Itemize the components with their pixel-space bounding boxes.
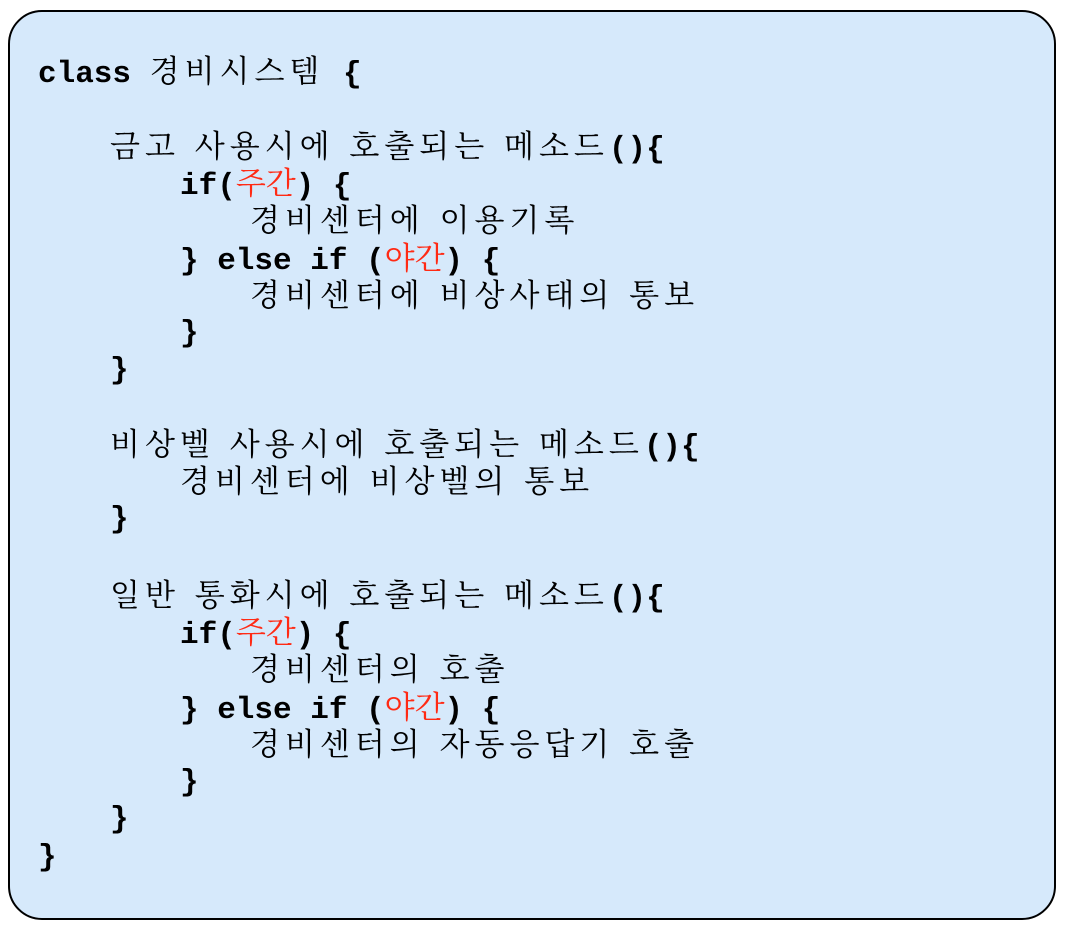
class-keyword: class xyxy=(38,57,132,92)
if-keyword: if( xyxy=(180,169,236,204)
if-keyword: if( xyxy=(180,618,236,653)
method3-if-line xyxy=(180,614,352,652)
class-declaration xyxy=(38,53,362,91)
elseif-close: ) { xyxy=(444,244,501,279)
method3-signature xyxy=(110,577,665,615)
if-close: ) { xyxy=(295,169,352,204)
elseif-keyword: } else if ( xyxy=(180,693,385,728)
condition-daytime: 주간 xyxy=(235,615,296,651)
method1-name: 금고 사용시에 호출되는 메소드 xyxy=(110,129,609,165)
condition-night: 야간 xyxy=(384,690,445,726)
method3-name: 일반 통화시에 호출되는 메소드 xyxy=(110,578,609,614)
method1-signature xyxy=(110,128,665,166)
method2-action: 경비센터에 비상벨의 통보 xyxy=(180,464,595,500)
method1-action1: 경비센터에 이용기록 xyxy=(250,203,580,239)
method3-parens: () xyxy=(608,581,647,616)
method1-close: } xyxy=(110,353,129,388)
method1-parens: () xyxy=(608,132,647,167)
method3-elseif-line xyxy=(180,689,500,727)
method1-open-brace: { xyxy=(646,132,665,167)
method3-action1: 경비센터의 호출 xyxy=(250,652,510,688)
method2-name: 비상벨 사용시에 호출되는 메소드 xyxy=(110,427,644,463)
condition-night: 야간 xyxy=(384,241,445,277)
elseif-keyword: } else if ( xyxy=(180,244,385,279)
method1-action2: 경비센터에 비상사태의 통보 xyxy=(250,278,700,314)
method1-elseif-line xyxy=(180,240,500,278)
method3-inner-close: } xyxy=(180,765,199,800)
elseif-close: ) { xyxy=(444,693,501,728)
class-close-brace: } xyxy=(38,840,57,875)
class-open-brace: { xyxy=(342,57,362,92)
method2-signature xyxy=(110,426,700,464)
method3-open-brace: { xyxy=(646,581,665,616)
method3-close: } xyxy=(110,802,129,837)
method1-if-line xyxy=(180,165,352,203)
method3-action2: 경비센터의 자동응답기 호출 xyxy=(250,727,700,763)
method1-inner-close: } xyxy=(180,316,199,351)
if-close: ) { xyxy=(295,618,352,653)
condition-daytime: 주간 xyxy=(235,166,296,202)
method2-parens: () xyxy=(643,430,682,465)
class-name: 경비시스템 xyxy=(149,54,325,90)
method2-close: } xyxy=(110,502,129,537)
method2-open-brace: { xyxy=(681,430,700,465)
